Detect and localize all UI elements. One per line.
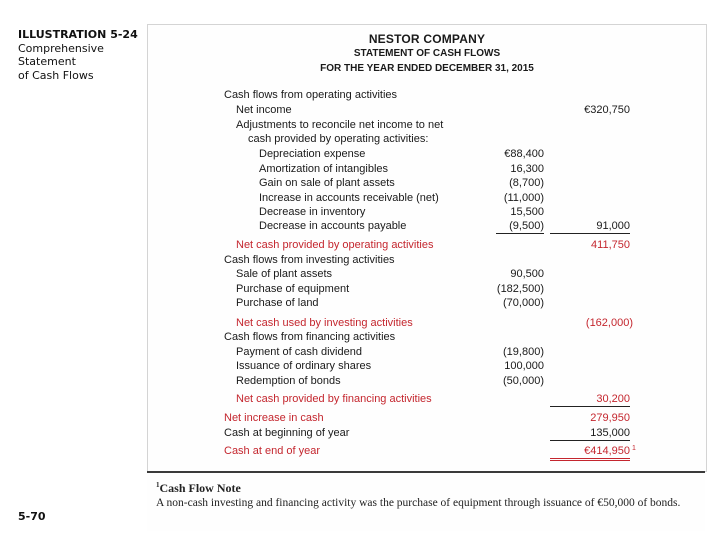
investing-item-amount: (70,000) [503,297,544,309]
adjustments-total: 91,000 [550,220,630,234]
financing-net-label: Net cash provided by financing activities [236,393,432,405]
note-body: A non-cash investing and financing activity was the purchase of equipment through issuance of €50,000 of bonds. [156,497,681,509]
adjustment-label: Decrease in accounts payable [259,220,407,232]
note-mark: 1 [156,481,160,489]
cash-flow-note [147,471,705,531]
net-increase-amount: 279,950 [590,412,630,424]
financing-item-amount: (19,800) [503,346,544,358]
net-increase-label: Net increase in cash [224,412,324,424]
investing-item-label: Sale of plant assets [236,268,333,280]
financing-item-label: Redemption of bonds [236,375,341,387]
financing-net-total: 30,200 [550,393,630,407]
page-number: 5-70 [18,510,46,523]
beginning-cash-label: Cash at beginning of year [224,427,350,439]
investing-net-label: Net cash used by investing activities [236,317,413,329]
ending-cash-amount: €414,950 [550,445,630,461]
ending-cash-label: Cash at end of year [224,445,321,457]
caption-line-1: Comprehensive [18,41,104,55]
adjustment-amount: (8,700) [509,177,544,189]
investing-item-amount: (182,500) [496,283,544,295]
cash-flow-statement [147,24,707,472]
adjustment-amount: €88,400 [504,148,544,160]
beginning-cash-amount: 135,000 [550,427,630,441]
caption-line-2: Statement [18,55,76,68]
adjustment-amount: (11,000) [503,192,544,204]
investing-item-amount: 90,500 [510,268,544,280]
note-title-text: Cash Flow Note [159,481,241,495]
investing-heading: Cash flows from investing activities [224,254,395,266]
statement-period: FOR THE YEAR ENDED DECEMBER 31, 2015 [320,63,534,74]
adjustments-line-2: cash provided by operating activities: [248,133,429,145]
operating-heading: Cash flows from operating activities [224,89,398,101]
adjustment-label: Gain on sale of plant assets [259,177,395,189]
financing-item-label: Payment of cash dividend [236,346,362,358]
note-title [156,481,241,496]
adjustment-label: Increase in accounts receivable (net) [259,192,439,204]
adjustment-label: Depreciation expense [259,148,366,160]
footnote-mark: 1 [632,445,636,452]
adjustment-label: Decrease in inventory [259,206,366,218]
investing-item-label: Purchase of land [236,297,319,309]
net-income-amount: €320,750 [584,104,630,116]
investing-net-total: (162,000) [585,317,633,329]
company-name: NESTOR COMPANY [368,32,486,46]
caption-line-3: of Cash Flows [18,68,94,82]
adjustments-line-1: Adjustments to reconcile net income to net [236,119,444,131]
investing-item-label: Purchase of equipment [236,283,350,295]
adjustment-label: Amortization of intangibles [259,163,389,175]
net-income-label: Net income [236,104,292,116]
operating-net-label: Net cash provided by operating activities [236,239,434,251]
adjustment-amount: 15,500 [510,206,544,218]
financing-item-amount: 100,000 [504,360,544,372]
operating-net-total: 411,750 [591,239,630,251]
adjustment-amount: (9,500) [496,220,544,234]
statement-title: STATEMENT OF CASH FLOWS [353,48,501,59]
financing-item-label: Issuance of ordinary shares [236,360,372,372]
financing-heading: Cash flows from financing activities [224,331,396,343]
illustration-label: ILLUSTRATION 5-24 [18,28,138,41]
illustration-caption [18,28,138,82]
financing-item-amount: (50,000) [503,375,544,387]
adjustment-amount: 16,300 [510,163,544,175]
